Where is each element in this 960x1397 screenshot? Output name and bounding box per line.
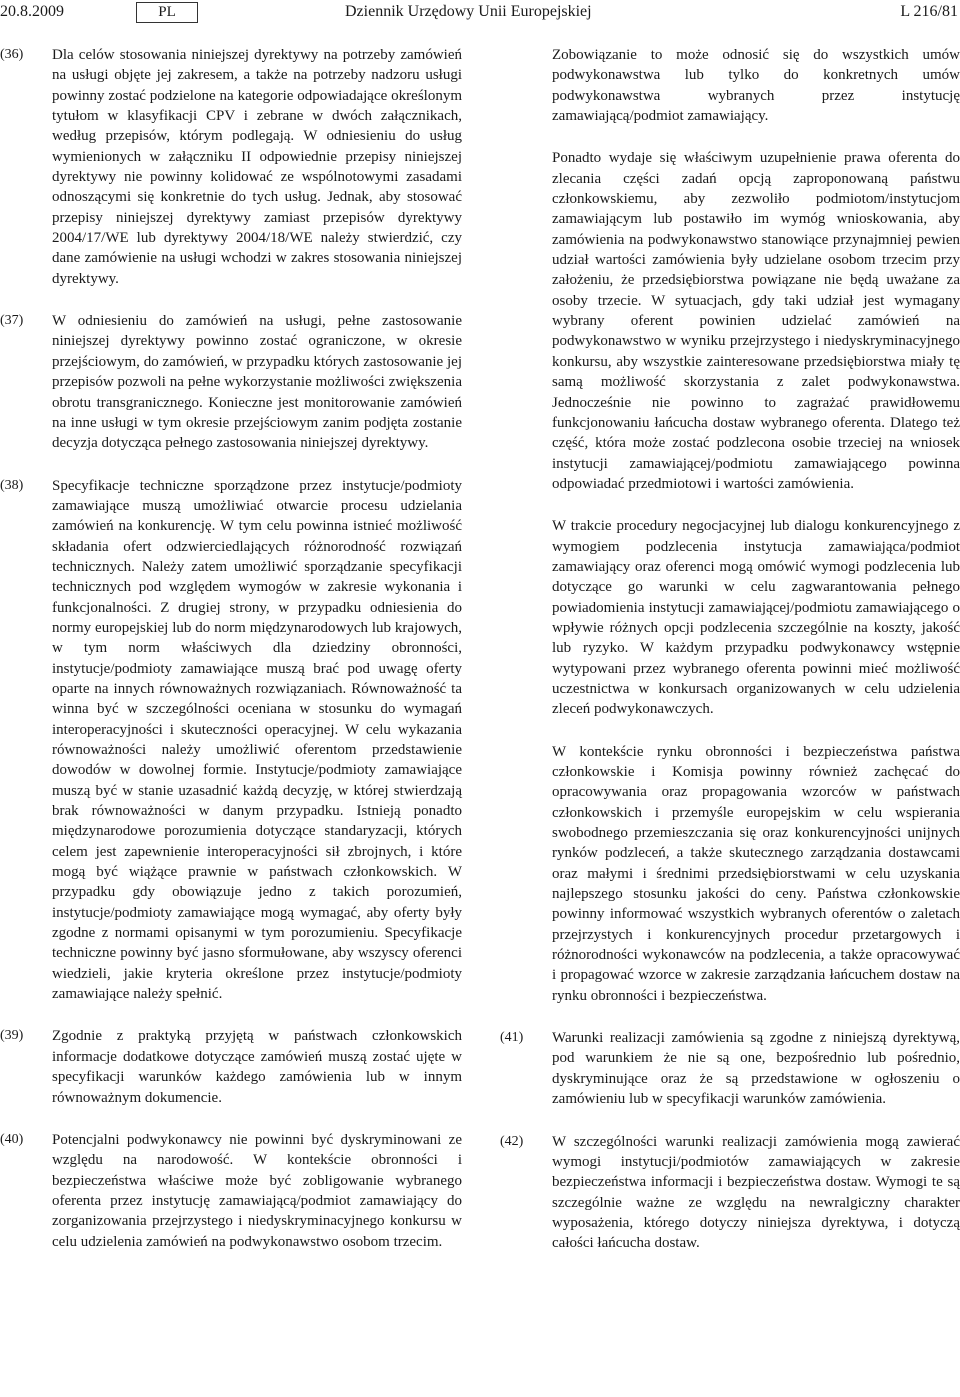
- recital-text: W odniesieniu do zamówień na usługi, pełne zastosowanie niniejszej dyrektywy powinno zostać ograniczone, w okresie przejściowym, do zamówień, w przypadku których zastosowanie jej przepisów pozwoli na pełne wykorzystanie możliwości zwiększenia obrotu transgranicznego. Konieczne jest monitorowanie zamówień na inne usługi w tym okresie przejściowym zanim podjęta zostanie decyzja dotycząca pełnego zastosowania niniejszej dyrektywy.: [52, 313, 462, 452]
- recital-40-continuation: [500, 45, 960, 126]
- recital-text: W szczególności warunki realizacji zamówienia mogą zawierać wymogi instytucji/podmiotów zamawiających w zakresie bezpieczeństwa informacji i bezpieczeństwa dostaw. Wymogi te są szczególnie ważne ze względu na newralgiczny charakter wyposażenia, którego dotyczy niniejsza dyrektywa, i dotyczą całości łańcucha dostaw.: [552, 1133, 960, 1252]
- recital-38: [0, 476, 462, 1005]
- page-header: [0, 0, 960, 30]
- paragraph-text: Ponadto wydaje się właściwym uzupełnienie prawa oferenta do zlecania części zadań opcją zaproponowaną państwu członkowskiemu, aby zezwoliło podmiotom/instytucjom zamawiającym lub postawiło im wymóg wnioskowania, aby zamówienia na podwykonawstwo stanowiące przynajmniej pewien udział wartości zamówienia były udzielane osobom trzecim przy założeniu, że przedsiębiorstwa powiązane nie będą uważane za osoby trzecie. W sytuacjach, gdy taki udział jest wymagany wybrany oferent powinien udzielać zamówień na podwykonawstwo w wyniku przejrzystego i niedyskryminacyjnego konkursu, aby wszystkie zainteresowane przedsiębiorstwa miały tę samą możliwość skorzystania z zalet podwykonawstwa. Jednocześnie nie powinno to zagrażać prawidłowemu funkcjonowaniu łańcucha dostaw wybranego oferenta. Dlatego też część, która może zostać podzlecona osobie trzeciej na wniosek instytucji zamawiającej/podmiotu zamawiającego powinna odpowiadać przedmiotowi i wartości zamówienia.: [552, 150, 960, 492]
- paragraph-subcontracting-share: [500, 148, 960, 494]
- recital-number: (36): [0, 47, 24, 62]
- language-badge: PL: [136, 2, 198, 23]
- recital-text: Zgodnie z praktyką przyjętą w państwach członkowskich informacje dodatkowe dotyczące zamówień muszą zostać ujęte w specyfikacji warunków każdego zamówienia lub w innym równoważnym dokumencie.: [52, 1028, 462, 1106]
- paragraph-text: Zobowiązanie to może odnosić się do wszystkich umów podwykonawstwa lub tylko do konkretnych umów podwykonawstwa wybranych przez instytucję zamawiającą/podmiot zamawiający.: [552, 47, 960, 125]
- recital-number: (39): [0, 1028, 24, 1044]
- publication-date: 20.8.2009: [0, 3, 64, 20]
- recital-number: (37): [0, 313, 24, 329]
- recital-number: (38): [0, 477, 24, 493]
- page-reference: L 216/81: [900, 3, 958, 20]
- left-column: [0, 45, 462, 1252]
- paragraph-text: W trakcie procedury negocjacyjnej lub dialogu konkurencyjnego z wymogiem podzlecenia instytucja zamawiająca/podmiot zamawiający oraz oferenci mogą omówić wymogi podzlecenia lub dotyczące go warunki w celu zagwarantowania pełnego powiadomienia instytucji zamawiającej/podmiotu zamawiającego o wpływie różnych opcji podzlecenia szczególnie na koszty, jakość lub ryzyko. W każdym przypadku podwykonawcy wstępnie wytypowani przez wybranego oferenta powinni mieć możliwość uczestnictwa w konkursach organizowanych w celu udzielenia zleceń podwykonawczych.: [552, 518, 960, 718]
- recital-42: [500, 1132, 960, 1254]
- recital-41: [500, 1028, 960, 1109]
- recital-40: [0, 1130, 462, 1252]
- recital-text: Potencjalni podwykonawcy nie powinni być dyskryminowani ze względu na narodowość. W kontekście obronności i bezpieczeństwa właściwe może być zobligowanie wybranego oferenta przez instytucję zamawiającą/podmiot zamawiający do zorganizowania przejrzystego i niedyskryminacyjnego konkursu w celu udzielenia zamówień na podwykonawstwo osobom trzecim.: [52, 1131, 462, 1250]
- recital-36: [0, 45, 462, 289]
- paragraph-text: W kontekście rynku obronności i bezpieczeństwa państwa członkowskie i Komisja powinny również zachęcać do opracowywania oraz propagowania wzorców w państwach członkowskich i przemyśle europejskim w celu wspierania swobodnego przemieszczania się oraz konkurencyjności unijnych rynków podzleceń, a także skutecznego zarządzania dostawcami oraz małymi i średnimi przedsiębiorstwami w celu uzyskania najlepszego stosunku jakości do ceny. Państwa członkowskie powinny informować wszystkich wybranych oferentów o zaletach przejrzystych i konkurencyjnych procedur przetargowych i różnorodności wykonawców na podzlecenia, a także opracowywać i propagować wzorce w zakresie zarządzania łańcuchem dostaw na rynku obronności i bezpieczeństwa.: [552, 743, 960, 1004]
- journal-title: Dziennik Urzędowy Unii Europejskiej: [345, 3, 592, 20]
- recital-text: Warunki realizacji zamówienia są zgodne z niniejszą dyrektywą, pod warunkiem że nie są one, bezpośrednio lub pośrednio, dyskryminujące oraz że są przedstawione w ogłoszeniu o zamówieniu lub w specyfikacji warunków zamówienia.: [552, 1030, 960, 1108]
- recital-39: [0, 1026, 462, 1107]
- recital-text: Dla celów stosowania niniejszej dyrektywy na potrzeby zamówień na usługi objęte jej zakresem, a także na potrzeby nadzoru usługi powinny zostać podzielone na kategorie odpowiadające określonym tytułom w klasyfikacji CPV i zebrane w dwóch załącznikach, według przepisów, którym podlegają. W odniesieniu do usług wymienionych w załączniku II odpowiednie przepisy niniejszej dyrektywy nie powinny kolidować ze wspólnotowymi zasadami odnoszącymi się konkretnie do tych usług. Jednak, aby stosować przepisy niniejszej dyrektywy zamiast przepisów dyrektywy 2004/17/WE lub dyrektywy 2004/18/WE należy stwierdzić, czy dane zamówienie na usługi wchodzi w zakres stosowania niniejszej dyrektywy.: [52, 47, 462, 287]
- paragraph-negotiated-procedure: [500, 516, 960, 719]
- right-column: [500, 45, 960, 1254]
- recital-number: (42): [500, 1133, 524, 1149]
- paragraph-defence-market: [500, 742, 960, 1006]
- recital-number: (40): [0, 1131, 24, 1147]
- recital-37: [0, 311, 462, 453]
- recital-number: (41): [500, 1030, 524, 1046]
- recital-text: Specyfikacje techniczne sporządzone przez instytucje/podmioty zamawiające muszą umożliwiać otwarcie procesu udzielania zamówień na konkurencję. W tym celu powinna istnieć możliwość składania ofert odzwierciedlających różnorodność rozwiązań technicznych. Należy zatem umożliwić sporządzanie specyfikacji technicznych pod względem wymogów w zakresie wykonania i funkcjonalności. Z drugiej strony, w przypadku odniesienia do normy europejskiej lub do norm międzynarodowych lub krajowych, w tym norm właściwych dla dziedziny obronności, instytucje/podmioty zamawiające muszą brać pod uwagę oferty oparte na innych równoważnych rozwiązaniach. Równoważność ta winna być w szczególności oceniana w stosunku do wymagań interoperacyjności i skuteczności operacyjnej. W celu wykazania równoważności należy umożliwić oferentom przedstawienie dowodów w dowolnej formie. Instytucje/podmioty zamawiające muszą być w stanie uzasadnić każdą decyzję, w której stwierdzają brak równoważności w danym przypadku. Istnieją ponadto międzynarodowe porozumienia dotyczące standaryzacji, których celem jest zapewnienie interoperacyjności sił zbrojnych, i które mogą być wiążące prawnie w państwach członkowskich. W przypadku gdy obowiązuje jedno z takich porozumień, instytucje/podmioty zamawiające mogą wymagać, aby oferty były zgodne z normami opisanymi w tym porozumieniu. Specyfikacje techniczne powinny być jasno sformułowane, aby wszyscy oferenci wiedzieli, jakie kryteria określone przez instytucje/podmioty zamawiające należy spełnić.: [52, 477, 462, 1003]
